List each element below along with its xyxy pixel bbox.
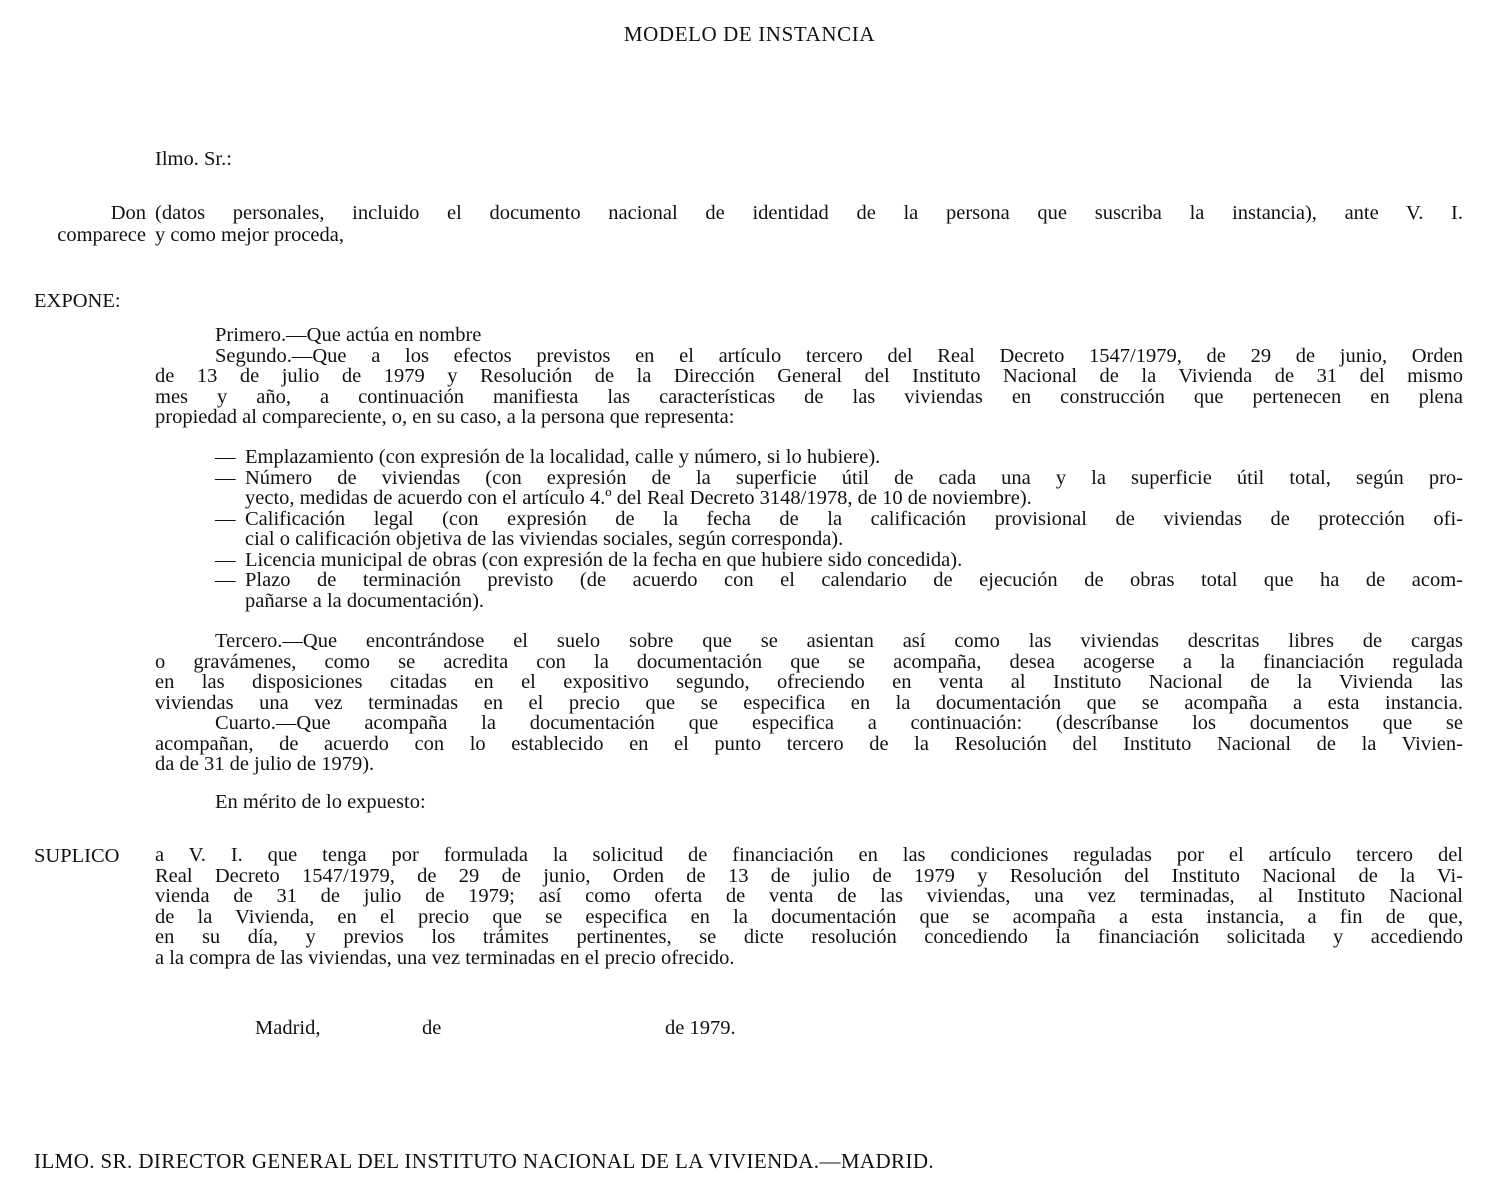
list-item	[215, 468, 1463, 509]
suplico-line: de la Vivienda, en el precio que se especifica en la documentación que se acompaña a esta instancia, a fin de que,	[155, 905, 1463, 928]
don-line: y como mejor proceda,	[155, 224, 344, 246]
addressee: ILMO. SR. DIRECTOR GENERAL DEL INSTITUTO NACIONAL DE LA VIVIENDA.—MADRID.	[34, 1149, 935, 1173]
tercero-line: Tercero.—Que encontrándose el suelo sobre que se asientan así como las viviendas descritas libres de cargas	[215, 630, 1463, 652]
expone-label: EXPONE:	[34, 290, 121, 312]
cuarto-paragraph	[155, 713, 1463, 775]
don-paragraph	[155, 202, 1463, 246]
segundo-line: Segundo.—Que a los efectos previstos en el artículo tercero del Real Decreto 1547/1979, de 29 de junio, Orden	[215, 344, 1463, 367]
list-item-line: Plazo de terminación previsto (de acuerdo con el calendario de ejecución de obras total que ha de acom-	[245, 569, 1463, 591]
cuarto-line: da de 31 de julio de 1979).	[155, 753, 375, 775]
dash-marker: —	[215, 548, 236, 571]
cuarto-line: acompañan, de acuerdo con lo establecido en el punto tercero de la Resolución del Instituto Nacional de la Vivien-	[155, 732, 1463, 755]
segundo-paragraph	[155, 346, 1463, 428]
primero-paragraph	[155, 325, 1463, 346]
dash-marker: —	[215, 569, 236, 591]
dash-marker: —	[215, 466, 236, 489]
list-item	[215, 509, 1463, 550]
cuarto-line: Cuarto.—Que acompaña la documentación que especifica a continuación: (descríbanse los documentos que se	[215, 712, 1463, 734]
don-label: Don	[110, 202, 146, 224]
list-item-line: Calificación legal (con expresión de la fecha de la calificación provisional de viviendas de protección ofi-	[245, 507, 1463, 530]
segundo-line: mes y año, a continuación manifiesta las características de las viviendas en construcción que pertenecen en plena	[155, 385, 1463, 408]
dash-marker: —	[215, 446, 236, 468]
list-item-line: Número de viviendas (con expresión de la superficie útil de cada una y la superficie útil total, según pro-	[245, 466, 1463, 489]
list-item	[215, 570, 1463, 611]
suplico-line: a la compra de las viviendas, una vez terminadas en el precio ofrecido.	[155, 946, 735, 969]
characteristics-list	[215, 447, 1463, 611]
dash-marker: —	[215, 507, 236, 530]
tercero-line: viviendas una vez terminadas en el precio que se especifica en la documentación que se acompaña a esta instancia.	[155, 691, 1463, 714]
salutation: Ilmo. Sr.:	[155, 148, 232, 170]
segundo-line: propiedad al compareciente, o, en su caso, a la persona que representa:	[155, 406, 735, 428]
list-item	[215, 447, 1463, 468]
primero-line: Primero.—Que actúa en nombre	[215, 324, 482, 346]
tercero-paragraph	[155, 631, 1463, 713]
document-title: MODELO DE INSTANCIA	[623, 22, 876, 46]
suplico-paragraph	[155, 845, 1463, 968]
segundo-line: de 13 de julio de 1979 y Resolución de la Dirección General del Instituto Nacional de la Vivienda de 31 del mismo	[155, 365, 1463, 387]
suplico-line: en su día, y previos los trámites pertinentes, se dicte resolución concediendo la financiación solicitada y accediendo	[155, 926, 1463, 948]
suplico-line: Real Decreto 1547/1979, de 29 de junio, Orden de 13 de julio de 1979 y Resolución del Instituto Nacional de la Vi-	[155, 864, 1463, 887]
tercero-line: o gravámenes, como se acredita con la documentación que se acompaña, desea acogerse a la financiación regulada	[155, 650, 1463, 673]
list-item-line: cial o calificación objetiva de las viviendas sociales, según corresponda).	[245, 528, 844, 550]
suplico-label: SUPLICO	[34, 845, 120, 867]
date-year: de 1979.	[665, 1017, 736, 1039]
suplico-line: vienda de 31 de julio de 1979; así como oferta de venta de las viviendas, una vez terminadas, al Instituto Nacional	[155, 885, 1463, 907]
don-line: (datos personales, incluido el documento nacional de identidad de la persona que suscriba la instancia), ante V. I.	[155, 202, 1463, 224]
date-de: de	[422, 1017, 442, 1039]
merito-text: En mérito de lo expuesto:	[215, 791, 426, 813]
date-city: Madrid,	[255, 1017, 321, 1039]
list-item	[215, 550, 1463, 571]
list-item-line: pañarse a la documentación).	[245, 589, 485, 612]
list-item-line: Licencia municipal de obras (con expresión de la fecha en que hubiere sido concedida).	[245, 548, 963, 571]
don-label-block	[34, 202, 146, 246]
tercero-line: en las disposiciones citadas en el expositivo segundo, ofreciendo en venta al Instituto Nacional de la Vivienda las	[155, 671, 1463, 693]
list-item-line: yecto, medidas de acuerdo con el artículo 4.º del Real Decreto 3148/1978, de 10 de noviembre).	[245, 487, 1032, 509]
comparece-label: comparece	[57, 224, 146, 246]
list-item-line: Emplazamiento (con expresión de la localidad, calle y número, si lo hubiere).	[245, 446, 881, 468]
suplico-line: a V. I. que tenga por formulada la solicitud de financiación en las condiciones reguladas por el artículo tercero del	[155, 844, 1463, 866]
